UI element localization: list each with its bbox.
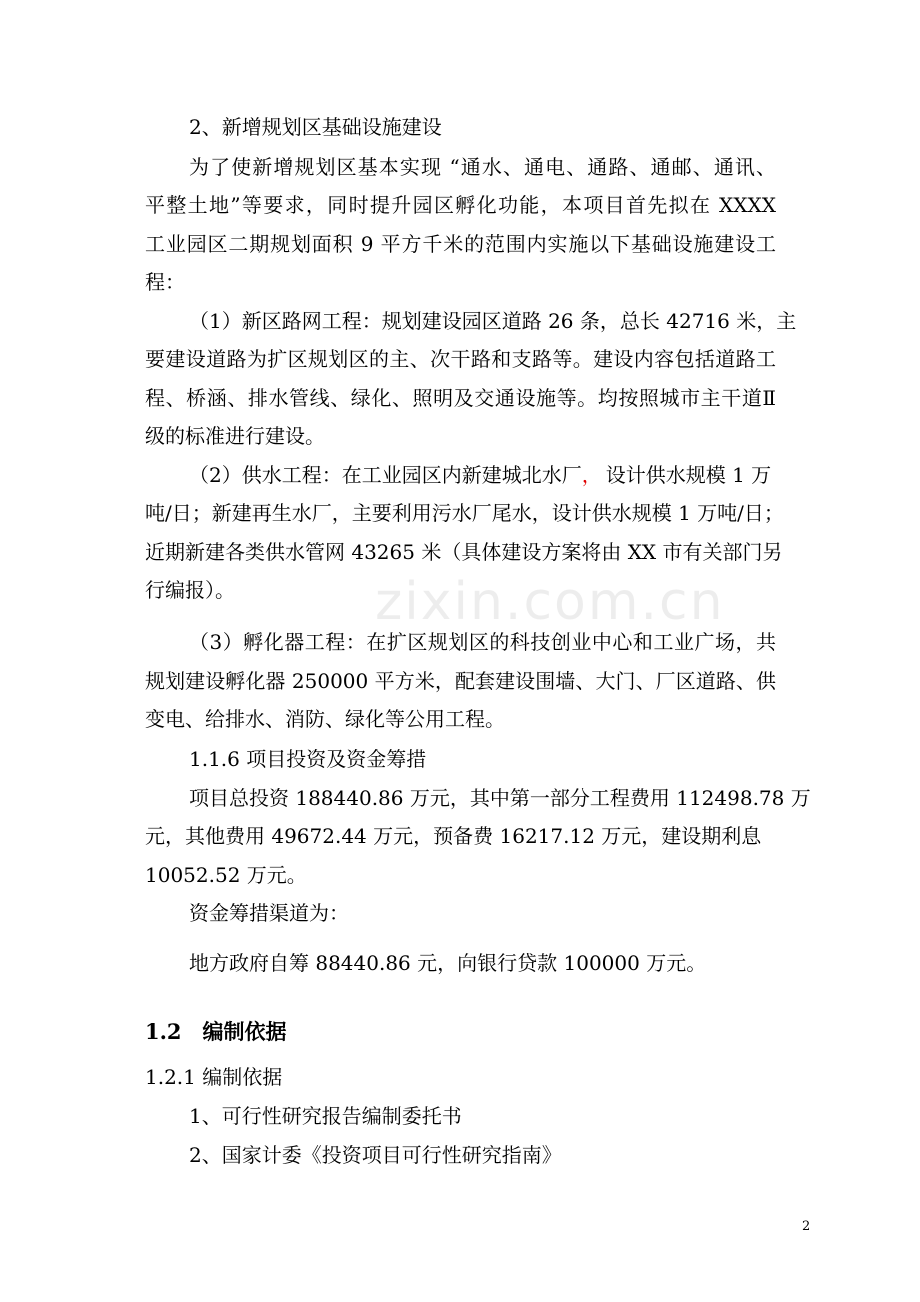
paragraph-line: 平整土地”等要求，同时提升园区孵化功能，本项目首先拟在 XXXX xyxy=(145,193,776,217)
paragraph-line: 程： xyxy=(145,270,185,294)
paragraph-line: 近期新建各类供水管网 43265 米（具体建设方案将由 XX 市有关部门另 xyxy=(145,540,783,564)
paragraph-line: 地方政府自筹 88440.86 元，向银行贷款 100000 万元。 xyxy=(189,951,707,975)
paragraph-line: 吨/日；新建再生水厂，主要利用污水厂尾水，设计供水规模 1 万吨/日； xyxy=(145,501,784,525)
paragraph-line: 为了使新增规划区基本实现 “通水、通电、通路、通邮、通讯、 xyxy=(189,155,776,179)
section-heading-1-1-6: 1.1.6 项目投资及资金筹措 xyxy=(189,747,427,771)
watermark: zixin.com.cn xyxy=(375,572,725,632)
paragraph-line: 工业园区二期规划面积 9 平方千米的范围内实施以下基础设施建设工 xyxy=(145,232,776,256)
list-item: 1、可行性研究报告编制委托书 xyxy=(189,1104,462,1128)
text-segment: 设计供水规模 1 万 xyxy=(605,463,772,487)
paragraph-line: 行编报）。 xyxy=(145,578,235,602)
text-segment: （2）供水工程：在工业园区内新建城北水厂 xyxy=(189,463,582,487)
section-heading-1-2-1: 1.2.1 编制依据 xyxy=(145,1065,283,1089)
paragraph-line: 级的标准进行建设。 xyxy=(145,424,325,448)
paragraph-line-water-first xyxy=(189,463,771,487)
red-comma: ， xyxy=(581,463,602,487)
paragraph-line: （1）新区路网工程：规划建设园区道路 26 条，总长 42716 米，主 xyxy=(189,309,797,333)
paragraph-line: 项目总投资 188440.86 万元，其中第一部分工程费用 112498.78 万 xyxy=(189,786,811,810)
paragraph-line: 资金筹措渠道为： xyxy=(189,901,349,925)
list-item: 2、国家计委《投资项目可行性研究指南》 xyxy=(189,1143,562,1167)
paragraph-line: 规划建设孵化器 250000 平方米，配套建设围墙、大门、厂区道路、供 xyxy=(145,669,776,693)
paragraph-line: 元，其他费用 49672.44 万元，预备费 16217.12 万元，建设期利息 xyxy=(145,824,762,848)
paragraph-line: 10052.52 万元。 xyxy=(145,863,307,887)
section-heading-1-2: 1.2 编制依据 xyxy=(145,1019,287,1044)
item-heading-infrastructure: 2、新增规划区基础设施建设 xyxy=(189,115,442,139)
paragraph-line: 程、桥涵、排水管线、绿化、照明及交通设施等。均按照城市主干道Ⅱ xyxy=(145,386,776,410)
page-number: 2 xyxy=(802,1219,811,1234)
paragraph-line: （3）孵化器工程：在扩区规划区的科技创业中心和工业广场，共 xyxy=(189,630,776,654)
paragraph-line: 变电、给排水、消防、绿化等公用工程。 xyxy=(145,707,505,731)
paragraph-line: 要建设道路为扩区规划区的主、次干路和支路等。建设内容包括道路工 xyxy=(145,347,776,371)
